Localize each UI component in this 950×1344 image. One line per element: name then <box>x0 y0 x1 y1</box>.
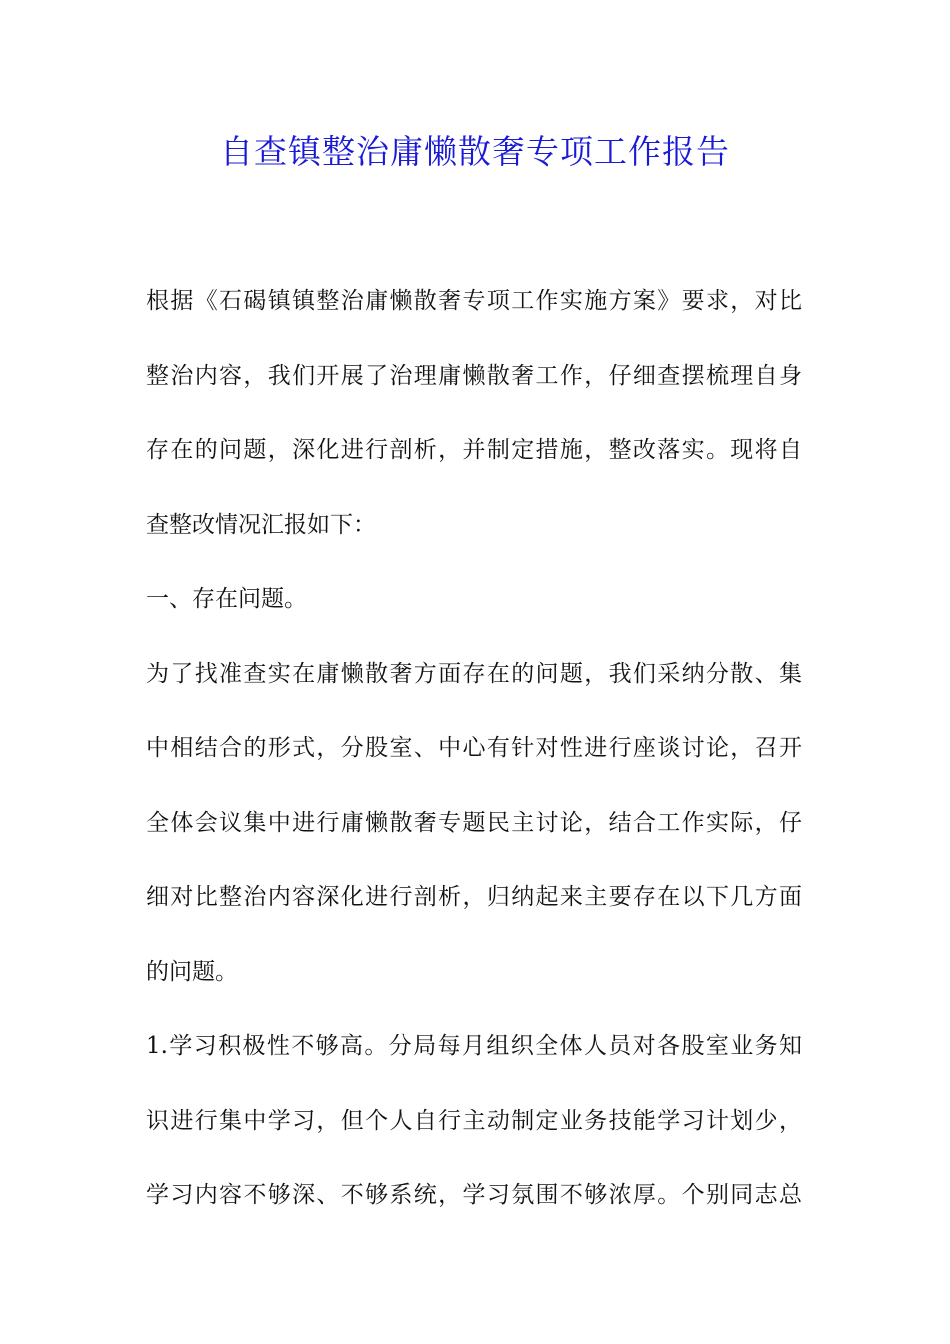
body-line: 识进行集中学习，但个人自行主动制定业务技能学习计划少， <box>146 1107 802 1134</box>
body-line: 细对比整治内容深化进行剖析，归纳起来主要存在以下几方面 <box>146 884 802 910</box>
body-line: 查整改情况汇报如下： <box>146 511 376 538</box>
body-line: 学习内容不够深、不够系统，学习氛围不够浓厚。个别同志总 <box>146 1182 802 1208</box>
body-line: 为了找准查实在庸懒散奢方面存在的问题，我们采纳分散、集 <box>146 660 802 687</box>
body-line: 全体会议集中进行庸懒散奢专题民主讨论，结合工作实际，仔 <box>146 809 802 836</box>
body-line: 存在的问题，深化进行剖析，并制定措施，整改落实。现将自 <box>146 437 802 463</box>
document-body <box>146 264 802 1233</box>
body-line: 整治内容，我们开展了治理庸懒散奢工作，仔细查摆梳理自身 <box>146 362 802 389</box>
body-line: 根据《石碣镇镇整治庸懒散奢专项工作实施方案》要求，对比 <box>146 288 802 314</box>
document-title: 自查镇整治庸懒散奢专项工作报告 <box>220 132 730 171</box>
body-line: 中相结合的形式，分股室、中心有针对性进行座谈讨论，召开 <box>146 735 802 761</box>
body-line: 1.学习积极性不够高。分局每月组织全体人员对各股室业务知 <box>146 1033 802 1059</box>
body-line: 的问题。 <box>146 958 238 985</box>
section-heading: 一、存在问题。 <box>146 586 307 612</box>
